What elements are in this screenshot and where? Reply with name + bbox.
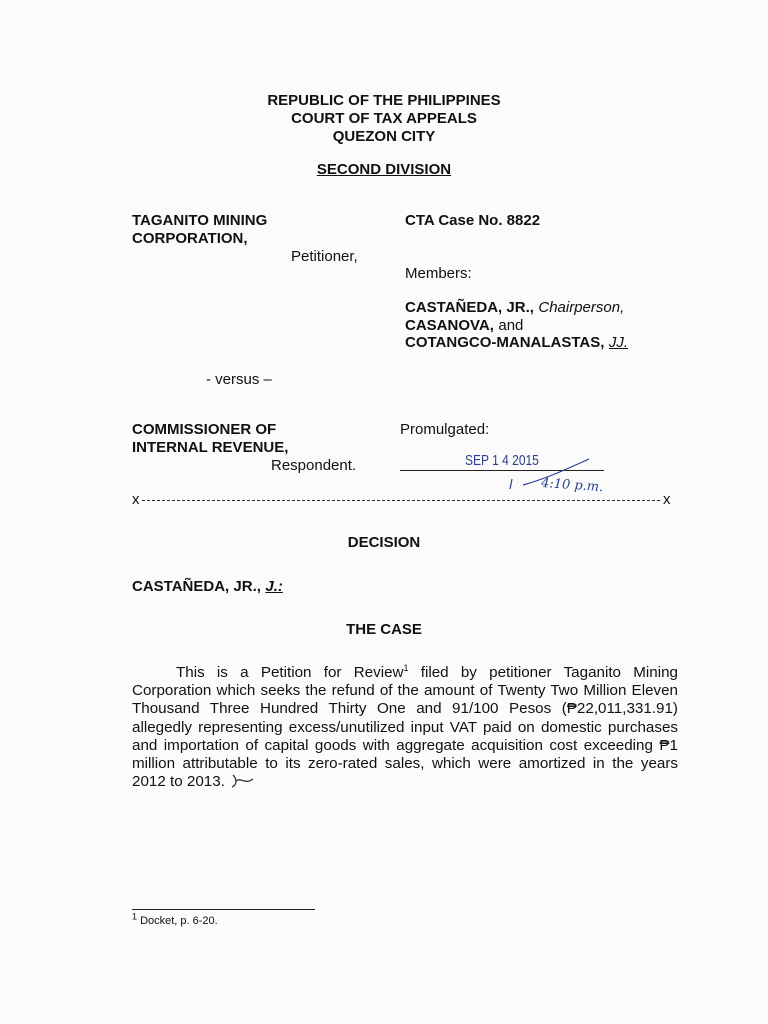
court-republic-line: REPUBLIC OF THE PHILIPPINES [267, 92, 501, 109]
respondent-name-line1: COMMISSIONER OF [132, 421, 277, 438]
footnote-number: 1 [132, 911, 138, 922]
decision-title: DECISION [347, 534, 421, 551]
petitioner-name-line2: CORPORATION, [132, 230, 248, 247]
petitioner-role: Petitioner, [291, 248, 358, 265]
respondent-name-line2: INTERNAL REVENUE, [132, 439, 289, 456]
separator-dashes [142, 500, 660, 501]
footnote-reference: 1 [403, 662, 409, 673]
footnote-divider [132, 909, 315, 910]
separator-left-x: x [132, 491, 140, 508]
member-3-name: COTANGCO-MANALASTAS, [405, 334, 605, 351]
promulgated-label: Promulgated: [400, 421, 490, 438]
promulgation-time-handwritten: 4:10 p.m. [540, 475, 604, 496]
footnote [132, 911, 218, 927]
member-2 [405, 317, 523, 335]
case-number: CTA Case No. 8822 [405, 212, 541, 229]
petitioner-name-line1: TAGANITO MINING [132, 212, 268, 229]
member-1 [405, 299, 624, 317]
respondent-role: Respondent. [271, 457, 357, 474]
versus-label: - versus – [206, 371, 272, 388]
court-city-line: QUEZON CITY [332, 128, 436, 145]
section-title-the-case: THE CASE [346, 621, 422, 638]
paragraph-text-part1: This is a Petition for Review [176, 664, 404, 681]
footnote-text: Docket, p. 6-20. [137, 915, 218, 927]
member-2-name: CASANOVA, [405, 317, 494, 334]
member-2-and: and [498, 317, 524, 334]
separator-right-x: x [663, 491, 671, 508]
case-paragraph [132, 664, 678, 791]
court-name-line: COURT OF TAX APPEALS [291, 110, 477, 127]
member-3 [405, 334, 628, 352]
member-1-title: Chairperson, [538, 299, 625, 316]
handwritten-initial [229, 773, 255, 789]
ponente-name: CASTAÑEDA, JR., [132, 578, 261, 595]
member-3-suffix: JJ. [608, 334, 629, 351]
promulgation-date-stamp: SEP 1 4 2015 [465, 452, 539, 469]
ponente-suffix: J.: [265, 578, 283, 595]
paragraph-text-part2: filed by petitioner Taganito Mining Corporation which seeks the refund of the amount of Twenty Two Million Eleven Thousand Three Hundred Thirty One and 91/100 Pesos (₱22,011,331.91) allegedly representing excess/unutilized input VAT paid on domestic purchases and importation of capital goods with aggregate acquisition cost exceeding ₱1 million attributable to its zero-rated sales, which were amortized in the years 2012 to 2013. [132, 664, 678, 791]
division-title: SECOND DIVISION [316, 161, 452, 178]
ponente-line [132, 578, 283, 596]
member-1-name: CASTAÑEDA, JR., [405, 299, 534, 316]
members-label: Members: [405, 265, 472, 282]
